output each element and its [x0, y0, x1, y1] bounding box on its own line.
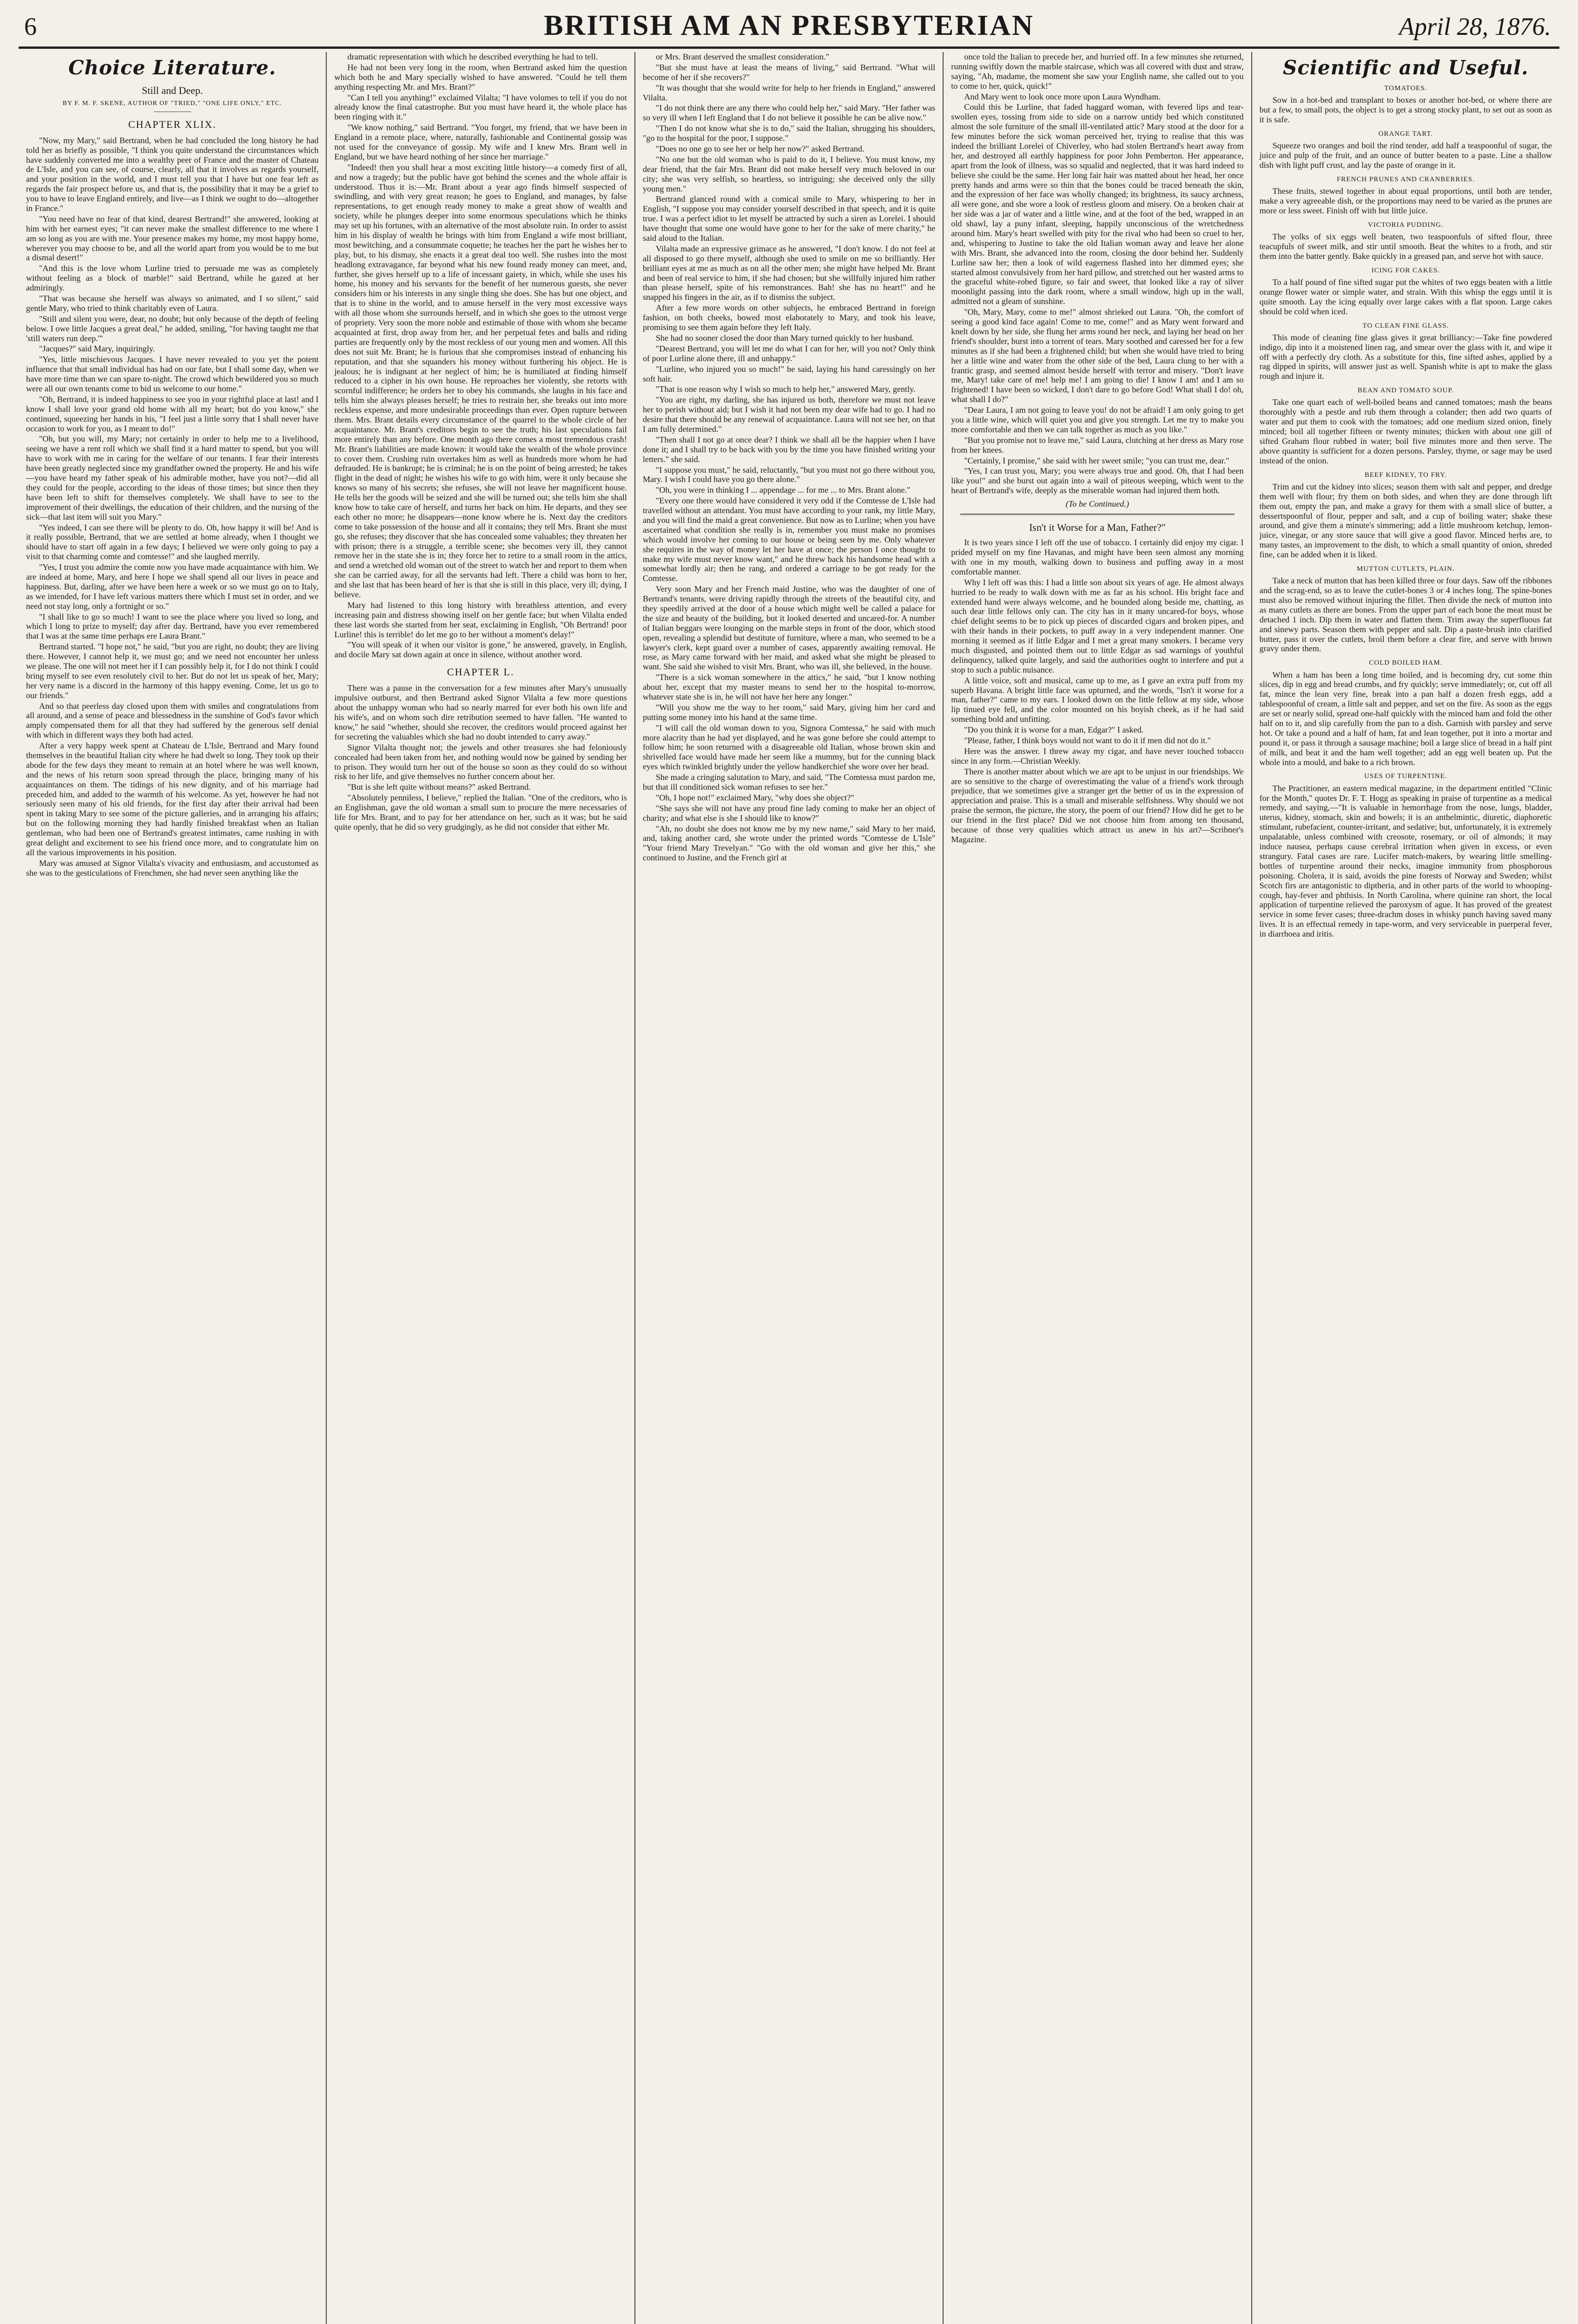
byline: BY F. M. F. SKENE, AUTHOR OF "TRIED," "ONE LIFE ONLY," ETC. [62, 100, 282, 107]
recipe-title: TO CLEAN FINE GLASS. [1362, 322, 1449, 330]
paragraph: Signor Vilalta thought not; the jewels and other treasures she had feloniously concealed had been taken from her, and nothing would now be gained by sending her to prison. They would turn her out of the house so soon as they could do so without risk to her life, and give themselves no further concern about her. [334, 742, 627, 781]
recipe-text: Trim and cut the kidney into slices; season them with salt and pepper, and dredge them well with flour; fry them on both sides, and when they are done through lift them out, empty the pan, and make a gravy for them with a small slice of butter, a dessertspoonful of flour, pepper and salt, and a cup of boiling water; shake these around, and give them a minute's simmering; add a little mushroom ketchup, lemon-juice, vinegar, or any store sauce that will give a good flavor. Minced herbs are, to many tastes, an improvement to the dish, to which a small quantity of onion, shreded fine, can be added when it is liked. [1259, 482, 1552, 560]
recipe-title: COLD BOILED HAM. [1369, 659, 1443, 667]
recipe-text: Squeeze two oranges and boil the rind tender, add half a teaspoonful of sugar, the juice and pulp of the fruit, and an ounce of butter beaten to a paste. Line a shallow dish with light puff crust, and lay the paste of orange in it. [1259, 141, 1552, 170]
paragraph: "Ah, no doubt she does not know me by my new name," said Mary to her maid, and, taking another card, she wrote under the printed words "Comtesse de L'Isle" "Your friend Mary Trevelyan." "Go with the old woman and give her this," she continued to Justine, and the French girl at [642, 824, 936, 863]
paragraph: "Dear Laura, I am not going to leave you! do not be afraid! I am only going to get you a little wine, which will quiet you and give you strength. Let me try to make you more comfortable and then we can talk together as much as you like." [951, 405, 1244, 434]
paragraph: "Every one there would have considered it very odd if the Comtesse de L'Isle had travelled without an attendant. You must have according to your rank, my little Mary, and you will find the maid a great convenience. But now as to Lurline; when you have ascertained what condition she really is in, remember you must make no promises which would involve her coming to our house or being seen by me. Only whatever she requires in the way of money let her have at once; the person I once thought to make my wife must never know want," and he threw back his handsome head with a somewhat lordly air; then he rang, and ordered a carriage to be got ready for the Comtesse. [642, 496, 936, 583]
to-be-continued: (To be Continued.) [1065, 499, 1129, 509]
paragraph: A little voice, soft and musical, came up to me, as I gave an extra puff from my superb Havana. A bright little face was upturned, and the words, "Isn't it worse for a man, father?" came to my ears. I looked down on the little fellow at my side, whose lip tinued eye fell, and the color mounted on his boyish cheek, as if he had said something bold and unfitting. [951, 675, 1244, 724]
paragraph: "That is one reason why I wish so much to help her," answered Mary, gently. [655, 384, 916, 394]
paragraph: Why I left off was this: I had a little son about six years of age. He almost always hurried to be ready to walk down with me as far as his school. His bright face and extended hand were always welcome, and he bounded along beside me, chatting, as such dear little fellows only can. The city has in it many uncared-for boys, whose chief delight seems to be to pick up pieces of discarded cigars and broken pipes, and with their hands in their pockets, to puff away in a very independent manner. One morning it seemed as if little Edgar and I met a great many smokers. I became very much disgusted, and pointed them out to little Edgar as sad warnings of youthful delinquency, talked quite largely, and said the authorities ought to interfere and put a stop to such a public nuisance. [951, 577, 1244, 674]
paragraph: "I will call the old woman down to you, Signora Comtessa," he said with much more alacrity than he had yet displayed, and he was gone before she could attempt to follow him; he soon returned with a disagreeable old Italian, whose brown skin and shrivelled face would have made her seem like a mummy, but for the cunning black eyes which twinkled brightly under the yellow handkerchief she wore over her head. [642, 723, 936, 772]
page-number: 6 [24, 13, 37, 40]
recipe-text: When a ham has been a long time boiled, and is becoming dry, cut some thin slices, dip in egg and bread crumbs, and fry quickly; serve immediately; or, cut off all fat, mince the lean very fine, break into a pan half a dozen fresh eggs, add a tablespoonful of cream, a little salt and pepper, and set on the fire. As soon as the eggs are set or nearly solid, spread one-half quickly with the minced ham and fold the other half on to it, and slip carefully from the pan to a dish. Garnish with parsley and serve hot. Or take a pound and a half of ham, fat and lean together, put it into a mortar and pound it, or pass it through a sausage machine; boil a large slice of bread in a half pint of milk, and beat it and the ham well together; add an egg well beaten up. Put the whole into a mould, and bake to a rich brown. [1259, 670, 1552, 767]
column-4-text [951, 52, 1243, 495]
paragraph: Bertrand started. "I hope not," he said, "but you are right, no doubt; they are living there. However, I cannot help it, we must go; and we need not encounter her unless we please. The one will not meet her if I can possibly help it, for I do not think I could bring myself to see even resolutely civil to her. But do not let us speak of her, Mary; her very name is a discord in the harmony of this happy evening. Come, let us go to our friends." [26, 642, 319, 700]
recipe-text: The Practitioner, an eastern medical magazine, in the department entitled "Clinic for the Month," quotes Dr. F. T. Hogg as speaking in praise of turpentine as a medical remedy, and saying,—"It is valuable in hemorrhage from the nose, lungs, bladder, uterus, kidney, stomach, skin and bowels; it is an anthelmintic, diuretic, diaphoretic stimulant, rubefacient, counter-irritant, and sedative; but, unfortunately, it is extremely unpalatable, unless combined with creosote, rosemary, or oil of almonds; it may induce nausea, perhaps cause cerebral irritation when given in excess, or even strangury. Fatal cases are rare. Lucifer match-makers, by wearing little smelling-bottles of turpentine around their necks, imagine immunity from phosphorous poisoning. Cholera, it is said, avoids the pine forests of Norway and Sweden; whilst Scotch firs are antagonistic to diptheria, and in other parts of the world to whooping-cough, hay-fever and phthisis. In North Carolina, where quinine ran short, the local application of turpentine relieved the paroxysm of ague. It has proved of the greatest service in some fever cases; three-drachm doses in whisky punch having saved many lives. It is an effectual remedy in tape-worm, and very serviceable in puerperal fever, in diarrhoea and iritis. [1259, 783, 1552, 939]
chapter-heading: CHAPTER L. [447, 666, 515, 678]
paragraph: There was a pause in the conversation for a few minutes after Mary's unusually impulsive outburst, and then Bertrand asked Signor Vilalta a few more questions about the unhappy woman who had so nearly marred for ever both his own life and his wife's, and on whom such dire retribution seemed to have fallen. "He wanted to know," he said "whether, should she recover, the creditors would proceed against her for secreting the valuables which she had no doubt intended to carry away." [334, 683, 627, 741]
column-2-text [334, 52, 627, 660]
paragraph: "Yes, little mischievous Jacques. I have never revealed to you yet the potent influence that that small individual has had on our fate, but I shall some day, when we have more time than we can spare to-night. The crowd which bewildered you so much were all our own tenants come to bid us welcome to our home." [26, 355, 319, 394]
paragraph: or Mrs. Brant deserved the smallest consideration." [655, 52, 829, 61]
paragraph: "Do you think it is worse for a man, Edgar?" I asked. [964, 725, 1144, 735]
paragraph: "Dearest Bertrand, you will let me do what I can for her, will you not? Only think of poor Lurline alone there, ill and unhappy." [642, 343, 936, 363]
recipe-title: ICING FOR CAKES. [1371, 266, 1440, 274]
paragraph: Bertrand glanced round with a comical smile to Mary, whispering to her in English, "I suppose you may consider yourself described in that speech, and it is quite true. I was a perfect idiot to let myself be attracted by such a siren as Lorelei. I should have thought that some one would have gone to her for the sake of mere charity," he said aloud to the Italian. [642, 194, 936, 243]
recipe-title: VICTORIA PUDDING. [1368, 221, 1444, 229]
column-1-text [26, 136, 318, 878]
paragraph: "Can I tell you anything!" exclaimed Vilalta; "I have volumes to tell if you do not already know the final catastrophe. But you must have heard it, the whole place has been ringing with it." [334, 92, 627, 122]
column-3-text [643, 52, 935, 863]
paragraph: "Yes indeed, I can see there will be plenty to do. Oh, how happy it will be! And is it really possible, Bertrand, that we are settled at home already, when I thought we should have to start off again in a few days; I believed we were only going to pay a visit to that charming comte and comtesse!" and she laughed merrily. [26, 522, 319, 561]
recipe-title: BEEF KIDNEY, TO FRY. [1364, 471, 1447, 479]
paragraph: "Does no one go to see her or help her now?" asked Bertrand. [655, 144, 865, 154]
chapter-heading: CHAPTER XLIX. [128, 118, 217, 130]
paragraph: He had not been very long in the room, when Bertrand asked him the question which both he and Mary specially wished to have answered. "Could he tell them anything respecting Mr. and Mrs. Brant?" [334, 62, 627, 92]
paragraph: "It was thought that she would write for help to her friends in England," answered Vilalta. [642, 83, 936, 102]
paragraph: "Yes, I can trust you, Mary; you were always true and good. Oh, that I had been like you!" and she burst out again into a wail of piteous weeping, which went to the heart of Bertrand's wife, deeply as the miserable woman had injured them both. [951, 466, 1244, 495]
story-title: Still and Deep. [142, 85, 203, 97]
paragraph: After a very happy week spent at Chateau de L'Isle, Bertrand and Mary found themselves in the beautiful Italian city where he had dwelt so long. They took up their abode for the few days they meant to remain at an hotel where he was well known, and the news of his return soon spread through the place, bringing many of his acquaintances on them. The tidings of his new dignity, and of his marriage had preceded him, and added to the warmth of his welcome. As yet, however he had not seriously seen many of his old friends, for the first day after their arrival had been spent in taking Mary to see some of the picture galleries, and in arranging his affairs; but on the following morning they had hardly finished breakfast when an Italian gentleman, who had been one of Bertrand's greatest intimates, came rushing in with great delight and excitement to see his friend once more, and to congratulate him on all the various improvements in his position. [26, 741, 319, 857]
paragraph: "Jacques?" said Mary, inquiringly. [39, 344, 155, 354]
column-1 [19, 52, 326, 2324]
paragraph: It is two years since I left off the use of tobacco. I certainly did enjoy my cigar. I prided myself on my fine Havanas, and might have been seen almost any morning with one in my mouth, walking down to business and puffing away in a most comfortable manner. [951, 538, 1244, 576]
paragraph: "Oh, Mary, Mary, come to me!" almost shrieked out Laura. "Oh, the comfort of seeing a good kind face again! Come to me, come!" and as Mary went forward and knelt down by her side, she flung her arms round her neck, and laying her head on her friend's shoulder, burst into a torrent of tears. Mary soothed and caressed her for a few minutes as if she had been a frightened child; but when she would have tried to bring her a little wine and water from the other side of the bed, Laura clung to her with a frantic grasp, and seemed almost beside herself with terror and misery. "Don't leave me, Mary! take care of me! help me! I am going to die! I know I am! and I am so frightened! I have been so wicked, I don't dare to go before God! What shall I do! oh, what shall I do?" [951, 307, 1244, 404]
recipe-title: USES OF TURPENTINE. [1364, 772, 1447, 780]
paragraph: There is another matter about which we are apt to be unjust in our friendships. We are so sensitive to the charge of overestimating the value of a friend's work through prejudice, that we sometimes give a stranger get the better of us in the expression of appreciation and praise. This is a small and miserable selfishness. Why should we not praise the sermon, the picture, the story, the poem of our friend? How did he get to be our friend in the first place? Did we not choose him from among ten thousand, because of those very qualities which attract us anew in his art?—Scribner's Magazine. [951, 766, 1244, 844]
paragraph: "Then shall I not go at once dear? I think we shall all be the happier when I have done it; and I shall try to be back with you by the time you have finished writing your letters." she said. [642, 435, 936, 464]
paragraph: "Indeed! then you shall hear a most exciting little history—a comedy first of all, and now a tragedy; but the public have got behind the scenes and the whole affair is understood. Thus it is:—Mr. Brant about a year ago finds himself suspected of swindling, and with very great reason; he goes to England, and manages, by false representations, to get enough ready money to make a great show of wealth and society, while he plunges deeper into some enormous speculations which he thinks may set up his fortunes, with an alternative of the most absolute ruin. In order to assist him in his display of wealth he brings with him from England a wife most brilliant, most bewitching, and a consummate coquette; he teaches her the part he wishes her to play, but, to his dismay, she enacts it a great deal too well. She rushes into the most headlong extravagance, far beyond what his new found ready money can meet, and, further, she gives herself up to a life of incessant gaiety, in which, while she uses his home, his money and his servants for the benefit of her numerous guests, she never considers him or his interests in any single thing she does. She has but one object, and that is to shine in the world, and to amuse herself in the very most excessive ways with all those whom she surrounds herself, and in which she goes to the utmost verge of propriety. Very soon the more noble and estimable of those with whom she became acquainted at first, drop away from her, and her perpetual fetes and balls and riding parties are frequently only by the most reckless of our young men and women. All this does not suit Mr. Brant; he is furious that she compromises instead of enhancing his reputation, and that she squanders his money without furthering his object. He is jealous; he is indignant at her neglect of him; he is humiliated at finding himself reduced to a cipher in his own house. He reproaches her violently, she retorts with scornful indifference; he orders her to obey his commands, she laughs in his face and tells him she always pleases herself; he tries to restrain her, she breaks out into more reckless expense, and more undesirable proceedings than ever. Open rupture between them. Mrs. Brant details every circumstance of the quarrel to the whole circle of her acquaintance. Mr. Brant's creditors begin to see the truth; his last speculations fail more entirely than any before. One month ago there comes a most tremendous crash! Mr. Brant's liabilities are made known: it would take the wealth of the whole province to cover them. Crushing ruin overtakes him as well as hundreds more whom he had defrauded. He is bankrupt; he is criminal; he is on the point of being arrested; he takes flight in the dead of night; he wishes his wife to go with him, were it only because she knows so many of his secrets; she refuses, she will not leave her magnificent house. He tells her the goods will be seized and she will be turned out; she tells him she shall know how to take care of herself, and turns her back on him. He departs, and they see each other no more; he disappears—none know where he is. Next day the creditors come to take possession of the house and all it contains; they tell Mrs. Brant she must go, she refuses; they discover that she has concealed some valuables; they threaten her with prison; there is a struggle, a terrible scene; she becomes very ill, they cannot remove her in the state she is in; they force her to retire to a small room in the attics, and send a wretched old woman out of the street to watch her and report to them when she can be carried away, for all the servants had left. There a child was born to her, and she last that has been heard of her is that she is still in this place, very ill; dying, I believe. [334, 162, 627, 599]
issue-date: April 28, 1876. [1399, 13, 1551, 40]
paragraph: Very soon Mary and her French maid Justine, who was the daughter of one of Bertrand's tenants, were driving rapidly through the streets of the beautiful city, and they speedily arrived at the door of a house which might well be called a palace for the size and beauty of the building, but it looked deserted and uncared-for. A number of Italian beggars were lounging on the marble steps in front of the door, which stood open, revealing a splendid but destitute of furniture, where a man, who seemed to be a lawyer's clerk, kept guard over a number of cases, apparently awaiting removal. He rose, as Mary came forward with her maid, and asked what she might be pleased to want. She said she wished to visit Mrs. Brant, who was ill, she believed, in the house. [642, 584, 936, 672]
column-4 [943, 52, 1251, 2324]
paragraph: She made a cringing salutation to Mary, and said, "The Comtessa must pardon me, but that ill conditioned sick woman refuses to see her." [642, 772, 936, 792]
paragraph: "Still and silent you were, dear, no doubt; but only because of the depth of feeling below. I owe little Jacques a great deal," he added, smiling, "for having taught me that 'still waters run deep.'" [26, 314, 319, 343]
article-title: Isn't it Worse for a Man, Father?" [1029, 521, 1166, 533]
paragraph: Here was the answer. I threw away my cigar, and have never touched tobacco since in any form.—Christian Weekly. [951, 746, 1244, 766]
masthead [19, 9, 1559, 39]
paragraph: "That was because she herself was always so animated, and I so silent," said gentle Mary, who tried to think charitably even of Laura. [26, 294, 319, 313]
paragraph: "You need have no fear of that kind, dearest Bertrand!" she answered, looking at him with her earnest eyes; "it can never make the smallest difference to me where I am so long as you are with me. Your presence makes my home, my most happy home, wherever you may choose to be, and all the world apart from you would be to me but a dismal desert!" [26, 214, 319, 263]
recipe-text: Take one quart each of well-boiled beans and canned tomatoes; mash the beans thoroughly with a pestle and rub them through a colander; then add two quarts of water and put them to cook with the tomatoes; add one medium sized onion, finely minced; boil all together fifteen or twenty minutes; thicken with about one gill of sifted Graham flour rubbed in water; boil five minutes more and then serve. The above quantity is sufficient for a dozen persons. Parsley, thyme, or sage may be used instead of the onion. [1259, 397, 1552, 465]
paragraph: "Will you show me the way to her room," said Mary, giving him her card and putting some money into his hand at the same time. [642, 702, 936, 722]
column-3 [634, 52, 943, 2324]
recipe-title: FRENCH PRUNES AND CRANBERRIES. [1336, 175, 1475, 183]
recipe-text: Sow in a hot-bed and transplant to boxes or another hot-bed, or where there are but a few, to small pots, the object is to get a strong stocky plant, to set out as soon as it is safe. [1259, 95, 1552, 125]
paragraph: "But is she left quite without means?" asked Bertrand. [347, 782, 531, 792]
article-text [951, 538, 1243, 845]
paragraph: "Now, my Mary," said Bertrand, when he had concluded the long history he had told her as briefly as possible, "I think you quite understand the circumstances which have suddenly converted me into a wealthy peer of France and the master of Chateau de L'Isle, and you can see, of course, clearly, all that it involves as regards yourself, and your position in the world, and I must tell you that I have but one fear left as regards the fair prospect before us, and that is, the possibility that it may be a grief to you to have to leave England entirely, and live—as I think we ought to do—altogether in France." [26, 135, 319, 213]
paragraph: Mary had listened to this long history with breathless attention, and every increasing pain and distress showing itself on her gentle face; but when Vilalta ended these last words she started from her seat, exclaiming in English, "Oh Bertrand! poor Lurline! this is terrible! do let me go to her without a moment's delay!" [334, 600, 627, 639]
newspaper-title: BRITISH AM AN PRESBYTERIAN [544, 10, 1034, 41]
paragraph: "We know nothing," said Bertrand. "You forget, my friend, that we have been in England in a remote place, where, naturally, fashionable and Continental gossip was not used for the conveyance of gossip. My wife and I knew Mrs. Brant well in England, but we have heard nothing of her since her marriage." [334, 123, 627, 161]
paragraph: "Oh, you were in thinking I ... appendage ... for me ... to Mrs. Brant alone." [655, 485, 911, 495]
column-2-chapter-50-text [334, 683, 627, 832]
paragraph: "Oh, but you will, my Mary; not certainly in order to help me to a livelihood, seeing we have a rent roll which we shall find it a hard matter to spend, but you will have to work with me in caring for the welfare of our tenants. I fear their interests have been greatly neglected since my grandfather owned the property. He and his wife—you have heard my father speak of his admirable mother, have you not?—did all they could for the people, according to the ideas of those times; but since then they have been left to shift for themselves completely. We shall have to see to the improvement of their dwellings, the education of their children, and the nursing of the sick—that last item will suit you Mary." [26, 434, 319, 522]
paragraph: "I do not think there are any there who could help her," said Mary. "Her father was so very ill when I left England that I do not believe it possible he can be alive now." [642, 103, 936, 123]
column-5 [1251, 52, 1559, 2324]
paragraph: "No one but the old woman who is paid to do it, I believe. You must know, my dear friend, that the fair Mrs. Brant did not make herself very much beloved in our city; she was very selfish, so heartless, so intriguing; she deceived only the silly young men." [642, 154, 936, 193]
paragraph: "I suppose you must," he said, reluctantly, "but you must not go there without you, Mary. I wish I could have you go there alone." [642, 465, 936, 484]
paragraph: After a few more words on other subjects, he embraced Bertrand in foreign fashion, on both cheeks, bowed most elaborately to Mary, and took his leave, promising to see them again before they left Italy. [642, 303, 936, 332]
paragraph: "Yes, I trust you admire the comte now you have made acquaintance with him. We are indeed at home, Mary, and here I hope we shall spend all our lives in peace and happiness. But, darling, after we have been here a week or so we must go on to Italy, as we intended, for I have left various matters there which I must set in order, and we need not stay long, only a fortnight or so." [26, 562, 319, 611]
paragraph: "I shall like to go so much! I want to see the place where you lived so long, and which I long to prize to myself; day after day. Bertrand, have you ever remembered that I was at the same time perhaps ere Laura Brant." [26, 612, 319, 641]
recipe-title: BEAN AND TOMATO SOUP. [1357, 387, 1454, 395]
paragraph: "But she must have at least the means of living," said Bertrand. "What will become of her if she recovers?" [642, 62, 936, 82]
recipe-title: MUTTON CUTLETS, PLAIN. [1356, 565, 1455, 573]
recipe-text: To a half pound of fine sifted sugar put the whites of two eggs beaten with a little orange flower water or simple water, and strain. With this whisp the eggs until it is quite smooth. Lay the icing equally over large cakes with a flat spoon. Large cakes should be cold when iced. [1259, 277, 1552, 316]
paragraph: "Lurline, who injured you so much!" he said, laying his hand caressingly on her soft hair. [642, 364, 936, 383]
paragraph: "And this is the love whom Lurline tried to persuade me was as completely without feeling as a block of marble!" said Bertrand, while he gazed at her admiringly. [26, 264, 319, 293]
paragraph: Mary was amused at Signor Vilalta's vivacity and enthusiasm, and accustomed as she was to the gesticulations of Frenchmen, she had never seen anything like the [26, 858, 319, 878]
recipe-text: This mode of cleaning fine glass gives it great brilliancy:—Take fine powdered indigo, dip into it a moistened linen rag, and smear over the glass with it, and wipe it off with a perfectly dry cloth. As a substitute for this, fine sifted ashes, applied by a rag dipped in spirits, will answer just as well. Spanish white is apt to make the glass rough and injure it. [1259, 332, 1552, 381]
recipe-text: Take a neck of mutton that has been killed three or four days. Saw off the ribbones and the scrag-end, so as to leave the cutlet-bones 3 or 4 inches long. The spine-bones must also be removed without injuring the fillet. Then divide the neck of mutton into as many cutlets as there are bones. From the upper part of each bone the meat must be detached 1 inch. Dip them in water and flatten them. Trim away the superfluous fat and sinewy parts. Season them with pepper and salt. Dip a paste-brush into clarified butter, pass it over the cutlets, broil them before a clear fire, and serve with brown gravy under them. [1259, 576, 1552, 654]
paragraph: "Oh, Bertrand, it is indeed happiness to see you in your rightful place at last! and I know I shall love your grand old home with all my heart; but do you know," she continued, squeezing her hands in his, "I feel just a little sorry that I shall never have occasion to work for you, as I meant to do!" [26, 394, 319, 433]
paragraph: And so that peerless day closed upon them with smiles and congratulations from all around, and a sense of peace and blessedness in the sunshine of God's favor which amply compensated them for all that they had suffered by the generous self denial with which in different ways they both had acted. [26, 701, 319, 740]
paragraph: "Certainly, I promise," she said with her sweet smile; "you can trust me, dear." [964, 456, 1229, 465]
recipe-title: TOMATOES. [1384, 85, 1427, 92]
paragraph: "Absolutely penniless, I believe," replied the Italian. "One of the creditors, who is an Englishman, gave the old woman a small sum to procure the mere necessaries of life for Mrs. Brant, and to pay for her attendance on her, such as it was; but he said quite openly, that he did so very grudgingly, as he did not consider that either Mr. [334, 793, 627, 832]
paragraph: "Then I do not know what she is to do," said the Italian, shrugging his shoulders, "go to the hospital for the poor, I suppose." [642, 124, 936, 143]
section-heading-scientific-useful: Scientific and Useful. [1283, 56, 1529, 79]
paragraph: Could this be Lurline, that faded haggard woman, with fevered lips and tear-swollen eyes, tossing from side to side on a narrow untidy bed which constituted almost the sole furniture of the small ill-ventilated attic? Mary stood at the door for a few minutes before the sick woman perceived her, trying to realise that this was indeed the brilliant Lorelei of Chiverley, who had stolen Bertrand's heart away from her, and destroyed all earthly happiness for poor John Pemberton. Her appearance, apart from the look of illness, was so squalid and neglected, that it was hard indeed to believe she could be the same. Her long fair hair was matted about her head, her once pretty hands and arms were so thin that the bones could be traced beneath the skin, and the expression of her face was wholly changed; its brightness, its saucy archness, all were gone, and she wore a look of restless gloom and misery. On a broken chair at her side was a jar of water and a little wine, and at the foot of the bed, wrapped in an old shawl, lay a puny infant, sleeping, happily unconscious of the wretchedness around him. Mary's heart swelled with pity for the rival who had been so cruel to her, and, whispering to Justine to take the old Italian woman away and leave her alone with Mrs. Brant, she advanced into the room, closing the door behind her. Suddenly Lurline saw her; then a look of wild eagerness flashed into her dimmed eyes; she started almost convulsively from her hard pillow, and stretched out her wasted arms to the graceful white-robed figure, so fair and sweet, that looked like a ray of silver moonlight passing into the dark room, where a small window, high up in the wall, admitted not a gleam of sunshine. [951, 102, 1244, 306]
paragraph: Vilalta made an expressive grimace as he answered, "I don't know. I do not feel at all disposed to go there myself, although she used to smile on me so brilliantly. Her brilliant eyes at me as much as on all the other men; she might have helped Mr. Brant and been of real service to him, if she had chosen; but she willfully injured him rather than please herself, spite of his remonstrances. Bah! she has no heart!" and he snapped his fingers in the air, as if to dismiss the subject. [642, 244, 936, 302]
recipes-list [1260, 85, 1552, 939]
paragraph: "Please, father, I think boys would not want to do it if men did not do it." [964, 736, 1211, 746]
columns [19, 52, 1559, 2324]
recipe-title: ORANGE TART. [1378, 130, 1433, 138]
column-2 [326, 52, 634, 2324]
paragraph: once told the Italian to precede her, and hurried off. In a few minutes she returned, running swiftly down the marble staircase, which was all covered with dust and straw, saying, "Ah, madame, the moment she saw your English name, she called out to you to come to her, quick, quick!" [951, 52, 1244, 91]
paragraph: "There is a sick woman somewhere in the attics," he said, "but I know nothing about her, except that my master means to send her to the hospital to-morrow, whatever state she is in, he will not have her here any longer." [642, 673, 936, 701]
recipe-text: The yolks of six eggs well beaten, two teaspoonfuls of sifted flour, three teacupfuls of sweet milk, and stir until smooth. Beat the whites to a froth, and stir them into the batter gently. Bake quickly in a greased pan, and serve hot with sauce. [1259, 232, 1552, 261]
paragraph: "She says she will not have any proud fine lady coming to make her an object of charity; and what else is she I should like to know?" [642, 803, 936, 823]
paragraph: "Oh, I hope not!" exclaimed Mary, "why does she object?" [655, 792, 854, 802]
divider [960, 514, 1234, 515]
paragraph: And Mary went to look once more upon Laura Wyndham. [964, 92, 1161, 101]
section-heading-choice-literature: Choice Literature. [68, 56, 277, 79]
paragraph: "You are right, my darling, she has injured us both, therefore we must not leave her to perish without aid; but I wish it had not been my dear wife had to go. I had no desire that there should be any renewal of acquaintance. Laura will not see her, on that I am fully determined." [642, 395, 936, 434]
paragraph: dramatic representation with which he described everything he had to tell. [347, 52, 598, 61]
paragraph: "But you promise not to leave me," said Laura, clutching at her dress as Mary rose from her knees. [951, 435, 1244, 455]
paragraph: She had no sooner closed the door than Mary turned quickly to her husband. [655, 333, 914, 343]
masthead-rule [19, 46, 1559, 49]
recipe-text: These fruits, stewed together in about equal proportions, until both are tender, make a very agreeable dish, or the proportions may need to be varied as the prunes are more or less sweet. Finish off with but little juice. [1259, 186, 1552, 215]
paragraph: "You will speak of it when our visitor is gone," he answered, gravely, in English, and docile Mary sat down again at once in silence, without another word. [334, 640, 627, 660]
